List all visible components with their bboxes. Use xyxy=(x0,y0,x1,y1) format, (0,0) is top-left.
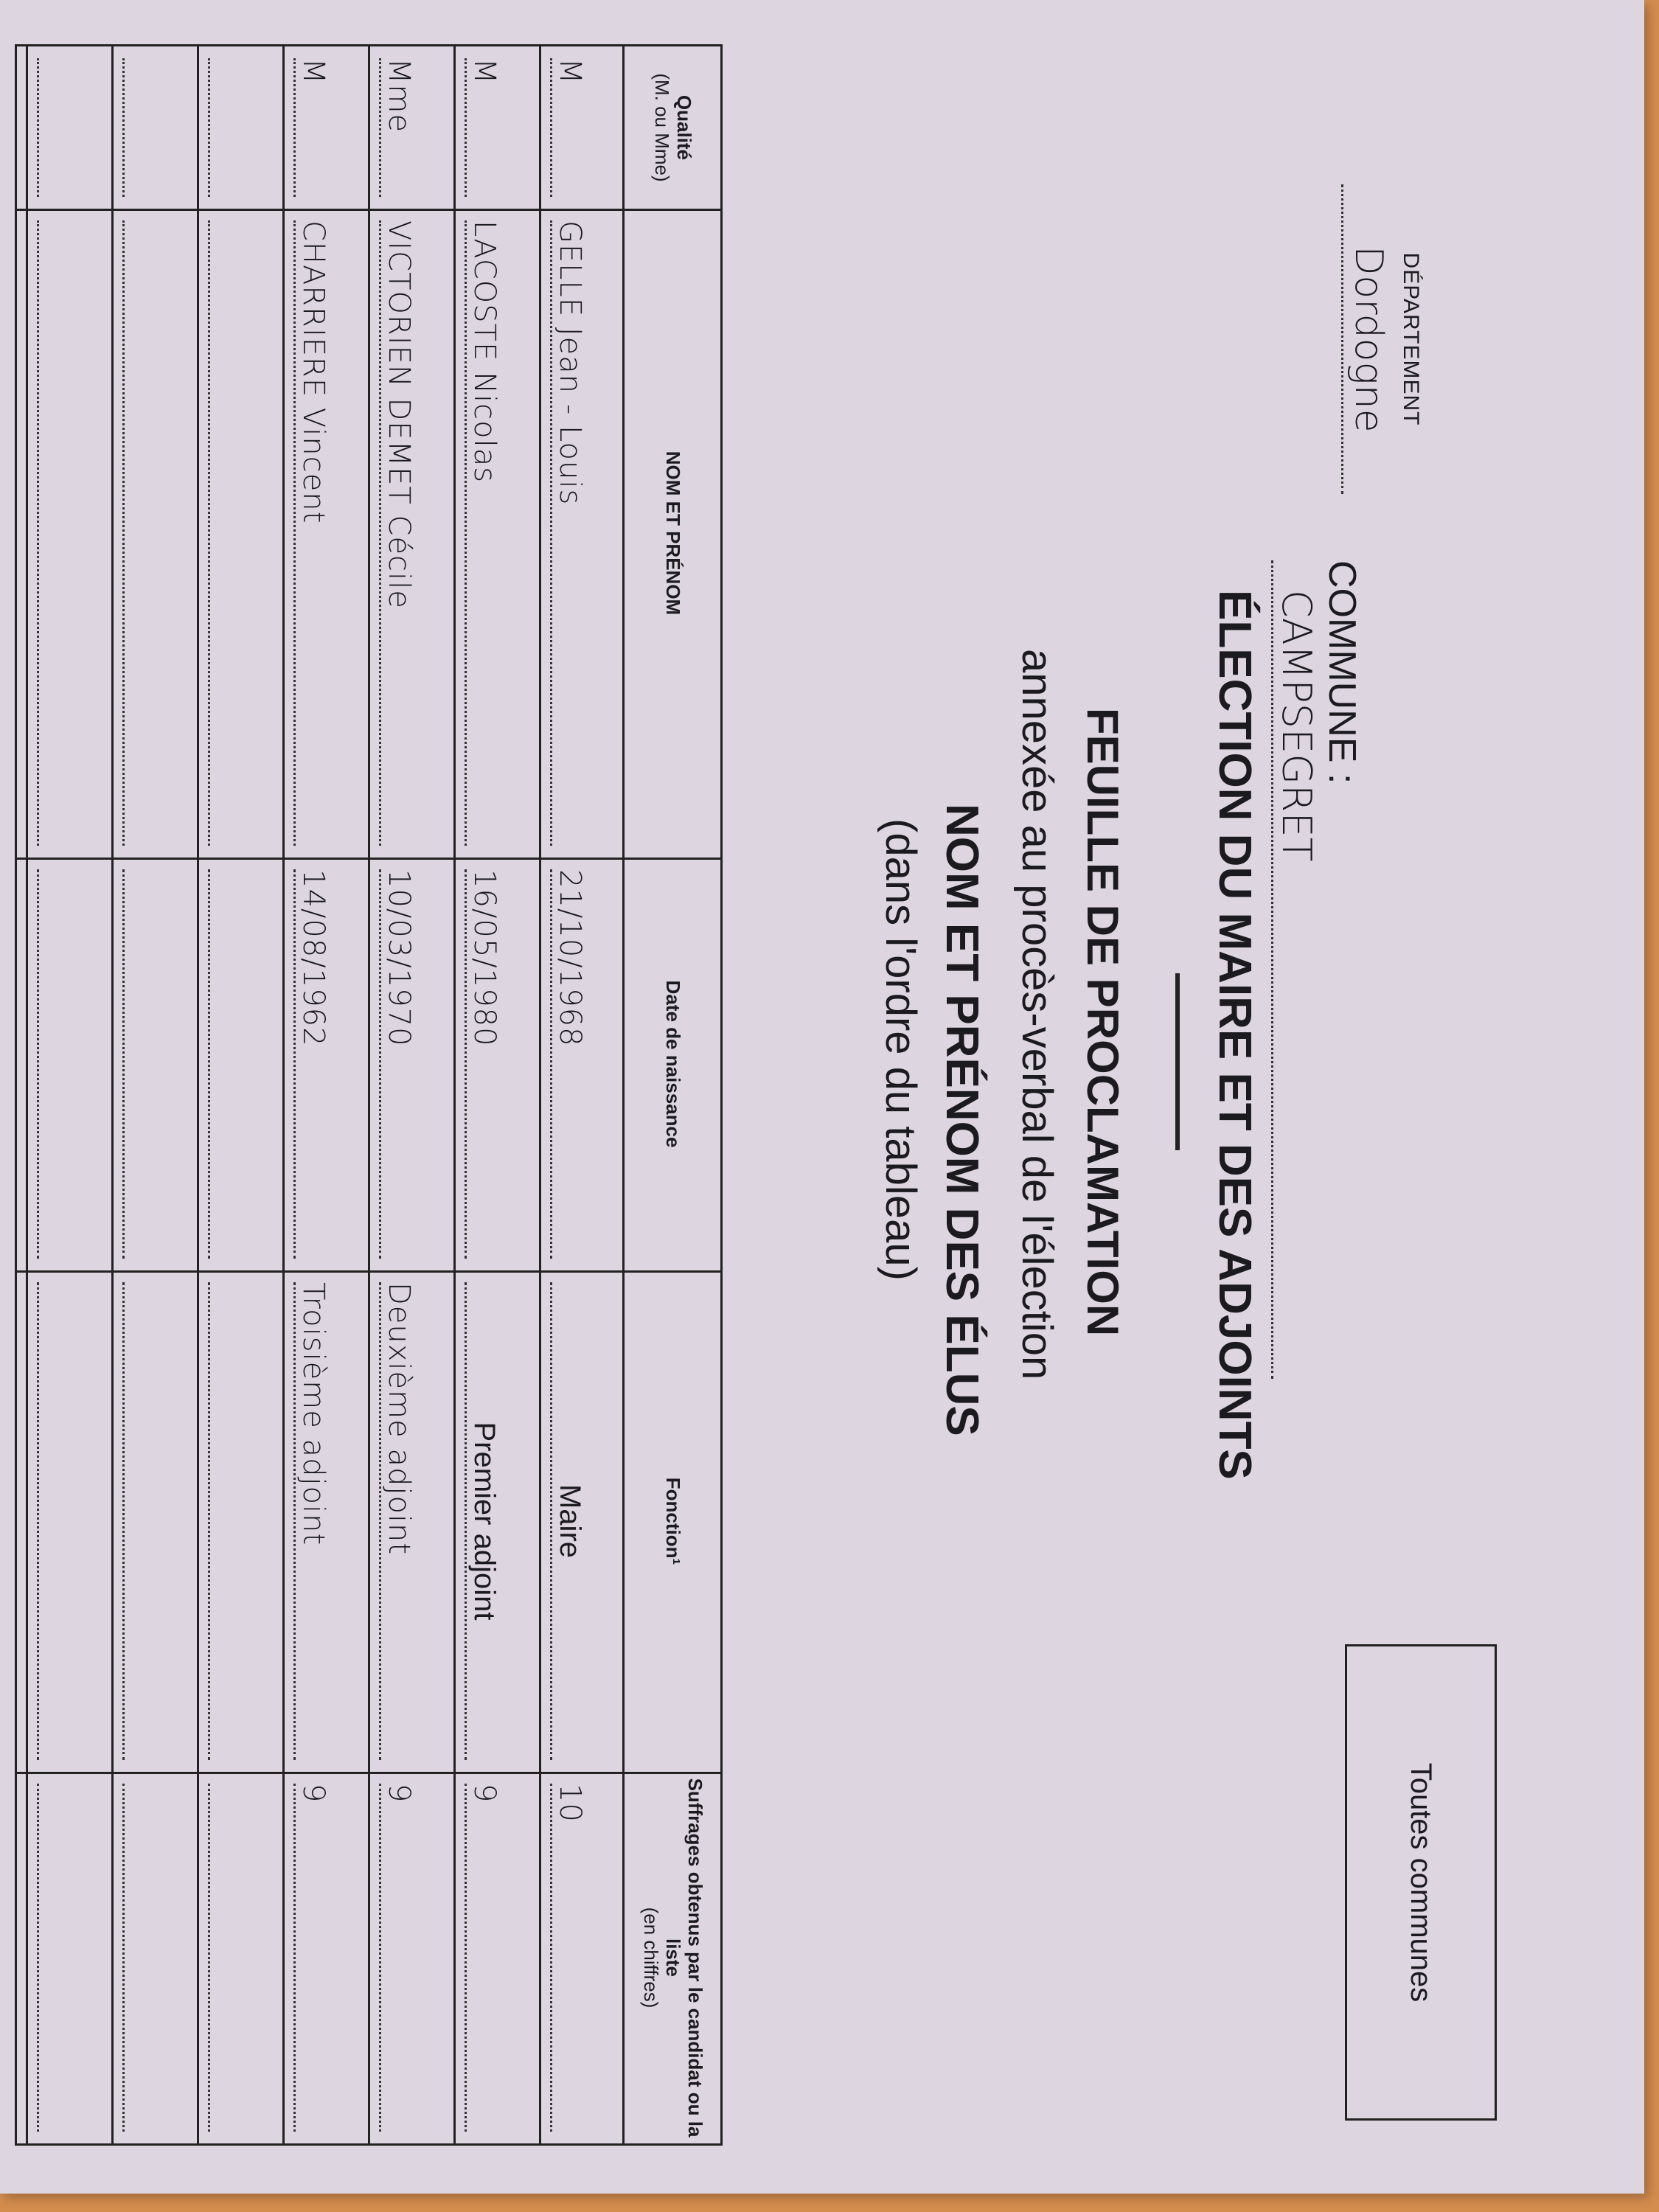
cell-nom xyxy=(370,209,453,858)
cell-nom-value: CHARRIERE Vincent xyxy=(293,220,331,846)
cell-fonction-value: Maire xyxy=(550,1282,588,1760)
cell-fonction xyxy=(456,1270,539,1772)
cell-qualite xyxy=(114,46,197,209)
cell-fonction xyxy=(28,1270,111,1772)
col-suffrages-sublabel: (en chiffres) xyxy=(640,1907,663,2008)
sheet-header xyxy=(796,0,1644,2212)
subtitle-annexe: annexée au procès-verbal de l'élection xyxy=(1013,649,1061,1380)
cell-qualite xyxy=(456,46,539,209)
cell-date-value xyxy=(122,869,125,1259)
cell-suffrages-value xyxy=(208,1784,210,2132)
elus-table xyxy=(15,44,723,2146)
cell-date-value: 14/08/1962 xyxy=(293,869,331,1259)
cell-date-value: 21/10/1968 xyxy=(550,869,588,1259)
cell-suffrages xyxy=(285,1772,368,2143)
cell-date xyxy=(114,858,197,1270)
commune-block xyxy=(1271,560,1364,1593)
cell-suffrages-value xyxy=(37,1784,39,2132)
cell-nom-value: GELLE Jean - Louis xyxy=(550,220,588,846)
col-qualite-header xyxy=(625,46,720,209)
departement-value: Dordogne xyxy=(1341,184,1391,494)
cell-suffrages-value: 10 xyxy=(550,1784,588,2132)
cell-fonction-value xyxy=(37,1282,39,1760)
cell-suffrages-value: 9 xyxy=(465,1784,502,2132)
cell-date xyxy=(28,858,111,1270)
cell-date-value: 16/05/1980 xyxy=(465,869,502,1259)
cell-date xyxy=(541,858,625,1270)
cell-date xyxy=(285,858,368,1270)
cell-suffrages xyxy=(456,1772,539,2143)
cell-qualite-value xyxy=(208,58,210,197)
cell-date-value xyxy=(37,869,39,1259)
cell-date-value xyxy=(208,869,210,1259)
col-divider xyxy=(17,209,720,211)
table-row xyxy=(197,46,282,2143)
cell-date xyxy=(370,858,453,1270)
commune-value: CAMPSEGRET xyxy=(1271,560,1320,1379)
cell-qualite-value xyxy=(37,58,39,197)
page-title: ÉLECTION DU MAIRE ET DES ADJOINTS xyxy=(1209,590,1260,1480)
cell-suffrages-value xyxy=(122,1784,125,2132)
cell-fonction-value: Troisième adjoint xyxy=(293,1282,331,1760)
table-row xyxy=(111,46,197,2143)
cell-fonction xyxy=(285,1270,368,1772)
cell-suffrages xyxy=(199,1772,282,2143)
communes-box-text: Toutes communes xyxy=(1405,1762,1438,2003)
cell-fonction-value xyxy=(122,1282,125,1760)
table-row xyxy=(453,46,539,2143)
cell-suffrages xyxy=(370,1772,453,2143)
cell-suffrages xyxy=(28,1772,111,2143)
cell-qualite-value: M xyxy=(465,58,502,197)
subtitle-proclamation: FEUILLE DE PROCLAMATION xyxy=(1078,708,1127,1337)
departement-block xyxy=(1341,184,1423,494)
cell-date xyxy=(199,858,282,1270)
cell-qualite xyxy=(199,46,282,209)
col-divider xyxy=(17,858,720,860)
cell-nom xyxy=(114,209,197,858)
cell-fonction xyxy=(114,1270,197,1772)
cell-qualite xyxy=(370,46,453,209)
cell-fonction-value: Deuxième adjoint xyxy=(379,1282,417,1760)
table-row xyxy=(26,46,111,2143)
cell-nom-value xyxy=(37,220,39,846)
cell-nom-value: LACOSTE Nicolas xyxy=(465,220,502,846)
cell-nom xyxy=(199,209,282,858)
cell-qualite-value xyxy=(122,58,125,197)
cell-qualite xyxy=(28,46,111,209)
cell-nom-value: VICTORIEN DEMET Cécile xyxy=(379,220,417,846)
commune-label: COMMUNE : xyxy=(1321,560,1363,785)
cell-nom xyxy=(541,209,625,858)
cell-suffrages xyxy=(114,1772,197,2143)
cell-qualite xyxy=(285,46,368,209)
cell-suffrages xyxy=(541,1772,625,2143)
cell-nom-value xyxy=(208,220,210,846)
cell-fonction xyxy=(370,1270,453,1772)
cell-suffrages-value: 9 xyxy=(293,1784,331,2132)
cell-nom xyxy=(285,209,368,858)
subtitle-elus: NOM ET PRÉNOM DES ÉLUS xyxy=(936,804,987,1436)
title-divider xyxy=(1175,973,1180,1150)
cell-fonction-value: Premier adjoint xyxy=(465,1282,502,1760)
cell-qualite-value: M xyxy=(550,58,588,197)
table-row xyxy=(368,46,453,2143)
cell-fonction xyxy=(541,1270,625,1772)
cell-fonction xyxy=(199,1270,282,1772)
cell-qualite xyxy=(541,46,625,209)
cell-suffrages-value: 9 xyxy=(379,1784,417,2132)
table-header xyxy=(622,46,720,2143)
col-qualite-sublabel: (M. ou Mme) xyxy=(651,73,673,182)
col-divider xyxy=(17,1270,720,1273)
cell-qualite-value: Mme xyxy=(379,58,417,197)
cell-date xyxy=(456,858,539,1270)
communes-box xyxy=(1345,1644,1497,2121)
departement-label: DÉPARTEMENT xyxy=(1399,252,1423,426)
cell-fonction-value xyxy=(208,1282,210,1760)
col-qualite-label: Qualité xyxy=(672,94,695,161)
cell-qualite-value: M xyxy=(293,58,331,197)
col-divider xyxy=(17,1772,720,1774)
col-fonction-header: Fonction¹ xyxy=(661,1477,684,1565)
col-date-header: Date de naissance xyxy=(661,980,684,1148)
cell-date-value: 10/03/1970 xyxy=(379,869,417,1259)
col-suffrages-label: Suffrages obtenus par le candidat ou la liste xyxy=(661,1778,706,2138)
subtitle-ordre: (dans l'ordre du tableau) xyxy=(877,818,925,1281)
table-row xyxy=(282,46,368,2143)
col-suffrages-header xyxy=(625,1772,720,2143)
col-nom-header: NOM ET PRÉNOM xyxy=(661,451,684,616)
cell-nom-value xyxy=(122,220,125,846)
table-row xyxy=(539,46,625,2143)
cell-nom xyxy=(28,209,111,858)
cell-nom xyxy=(456,209,539,858)
